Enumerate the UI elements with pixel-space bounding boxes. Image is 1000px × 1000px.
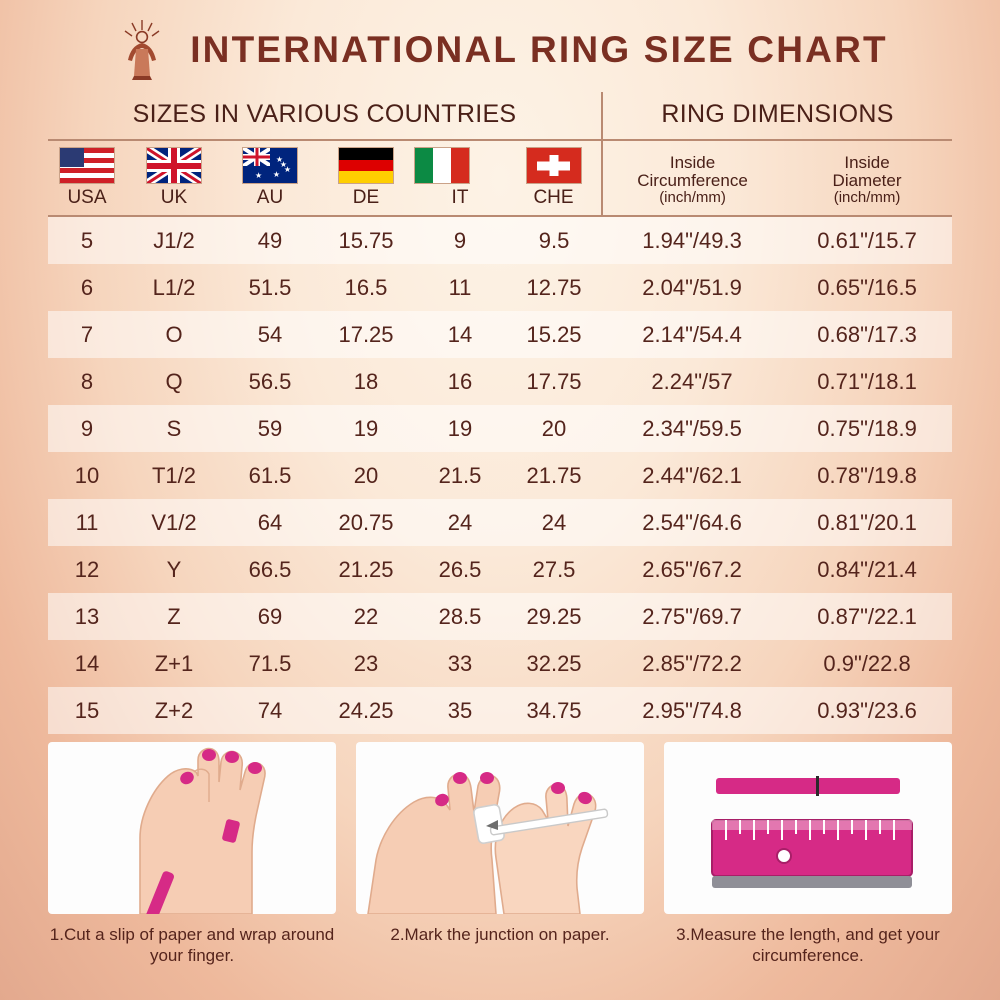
table-row (48, 405, 952, 452)
australia-flag-icon: ★ ★ ★ ★ ★ (242, 147, 298, 184)
cell-it: 14 (414, 311, 506, 358)
cell-diameter: 0.87"/22.1 (782, 593, 952, 640)
cell-it: 26.5 (438, 556, 482, 582)
cell-diameter: 0.75"/18.9 (782, 405, 952, 452)
cell-usa: 14 (74, 650, 100, 676)
hand-paper-strip-illustration (48, 742, 336, 914)
table-row (48, 358, 952, 405)
step-1 (48, 742, 336, 967)
column-header-de: DE (352, 187, 380, 208)
cell-che: 21.75 (526, 462, 582, 488)
cell-circumference: 2.95"/74.8 (602, 687, 782, 734)
table-row (48, 640, 952, 687)
cell-diameter: 0.61"/15.7 (782, 216, 952, 264)
table-row (48, 452, 952, 499)
cell-de: 19 (318, 405, 414, 452)
cell-it: 11 (448, 274, 472, 300)
cell-uk: Z+1 (154, 650, 194, 676)
cell-it: 9 (414, 216, 506, 264)
cell-de: 17.25 (318, 311, 414, 358)
cell-uk: S (126, 405, 222, 452)
cell-uk: J1/2 (126, 216, 222, 264)
cell-che: 20 (506, 405, 602, 452)
column-header-it: IT (451, 187, 469, 208)
step-1-caption: 1.Cut a slip of paper and wrap around your finger. (49, 925, 335, 966)
cell-circumference: 2.75"/69.7 (602, 593, 782, 640)
flag-cell-it (414, 140, 506, 186)
cell-che: 27.5 (532, 556, 576, 582)
cell-au: 54 (222, 311, 318, 358)
cell-usa: 8 (80, 368, 94, 394)
cell-usa: 11 (48, 499, 126, 546)
cell-it: 28.5 (414, 593, 506, 640)
cell-usa: 9 (48, 405, 126, 452)
cell-it: 19 (414, 405, 506, 452)
cell-it: 16 (447, 368, 473, 394)
cell-de: 15.75 (318, 216, 414, 264)
cell-usa: 7 (48, 311, 126, 358)
cell-de: 24.25 (318, 687, 414, 734)
size-table-wrapper (48, 92, 952, 734)
cell-circumference: 2.04"/51.9 (642, 274, 742, 300)
flag-cell-de (318, 140, 414, 186)
cell-au: 64 (222, 499, 318, 546)
cell-de: 22 (318, 593, 414, 640)
dimension-header-circumference: Inside Circumference (inch/mm) (637, 152, 748, 207)
cell-diameter: 0.81"/20.1 (782, 499, 952, 546)
table-row (48, 687, 952, 734)
group-header-countries: SIZES IN VARIOUS COUNTRIES (48, 92, 602, 140)
cell-circumference: 2.14"/54.4 (602, 311, 782, 358)
cell-che: 15.25 (506, 311, 602, 358)
cell-che: 29.25 (506, 593, 602, 640)
cell-usa: 5 (48, 216, 126, 264)
cell-au: 59 (222, 405, 318, 452)
table-flag-row (48, 140, 952, 186)
cell-circumference: 2.24"/57 (651, 368, 733, 394)
column-header-che: CHE (506, 186, 602, 215)
italy-flag-icon (414, 147, 470, 184)
cell-de: 18 (353, 368, 379, 394)
cell-circumference: 2.65"/67.2 (642, 556, 742, 582)
cell-diameter: 0.68"/17.3 (782, 311, 952, 358)
cell-usa: 10 (74, 462, 100, 488)
cell-de: 20 (353, 462, 379, 488)
cell-it: 35 (414, 687, 506, 734)
cell-it: 21.5 (438, 462, 482, 488)
column-header-au: AU (256, 187, 284, 208)
cell-de: 21.25 (338, 556, 394, 582)
cell-au: 74 (222, 687, 318, 734)
cell-diameter: 0.93"/23.6 (782, 687, 952, 734)
table-row (48, 311, 952, 358)
flag-cell-au (222, 140, 318, 186)
cell-uk: T1/2 (151, 462, 197, 488)
cell-usa: 15 (48, 687, 126, 734)
cell-uk: O (126, 311, 222, 358)
cell-circumference: 1.94"/49.3 (602, 216, 782, 264)
table-row (48, 264, 952, 311)
flag-cell-usa (48, 140, 126, 186)
cell-uk: Z+2 (126, 687, 222, 734)
cell-au: 69 (222, 593, 318, 640)
hand-pencil-mark-illustration (356, 742, 644, 914)
cell-au: 56.5 (248, 368, 292, 394)
table-row (48, 216, 952, 264)
cell-circumference: 2.54"/64.6 (602, 499, 782, 546)
cell-usa: 12 (74, 556, 100, 582)
step-2 (356, 742, 644, 967)
measure-steps (48, 742, 952, 967)
cell-uk: V1/2 (126, 499, 222, 546)
germany-flag-icon (338, 147, 394, 184)
uk-flag-icon (146, 147, 202, 184)
cell-au: 66.5 (248, 556, 292, 582)
table-row (48, 546, 952, 593)
cell-diameter: 0.71"/18.1 (817, 368, 917, 394)
cell-uk: L1/2 (152, 274, 196, 300)
page-header (0, 0, 1000, 86)
flag-cell-uk (126, 140, 222, 186)
cell-che: 32.25 (526, 650, 582, 676)
group-header-dimensions: RING DIMENSIONS (602, 92, 952, 140)
cell-che: 24 (506, 499, 602, 546)
cell-che: 34.75 (506, 687, 602, 734)
ring-size-table (48, 92, 952, 734)
cell-de: 16.5 (344, 274, 388, 300)
switzerland-flag-icon (526, 147, 582, 184)
ruler-measure-illustration (664, 742, 952, 914)
table-row (48, 593, 952, 640)
cell-it: 24 (414, 499, 506, 546)
cell-diameter: 0.65"/16.5 (817, 274, 917, 300)
step-3 (664, 742, 952, 967)
cell-au: 71.5 (248, 650, 292, 676)
angel-statue-icon (112, 18, 172, 82)
cell-uk: Z (126, 593, 222, 640)
cell-uk: Q (165, 368, 183, 394)
cell-usa: 6 (80, 274, 94, 300)
dimension-header-diameter: Inside Diameter (inch/mm) (832, 152, 902, 207)
usa-flag-icon (59, 147, 115, 184)
step-2-caption: 2.Mark the junction on paper. (390, 925, 610, 944)
cell-au: 61.5 (248, 462, 292, 488)
cell-circumference: 2.44"/62.1 (642, 462, 742, 488)
cell-de: 23 (353, 650, 379, 676)
cell-de: 20.75 (318, 499, 414, 546)
cell-diameter: 0.9"/22.8 (823, 650, 911, 676)
cell-che: 12.75 (526, 274, 582, 300)
column-header-uk: UK (160, 187, 188, 208)
table-body (48, 216, 952, 734)
cell-circumference: 2.34"/59.5 (602, 405, 782, 452)
step-3-caption: 3.Measure the length, and get your circumference. (676, 925, 940, 966)
cell-circumference: 2.85"/72.2 (642, 650, 742, 676)
flag-cell-che (506, 140, 602, 186)
cell-it: 33 (447, 650, 473, 676)
cell-au: 51.5 (248, 274, 292, 300)
cell-che: 9.5 (506, 216, 602, 264)
cell-au: 49 (222, 216, 318, 264)
page-title: INTERNATIONAL RING SIZE CHART (190, 29, 888, 70)
table-group-header-row (48, 92, 952, 140)
cell-che: 17.75 (526, 368, 582, 394)
column-header-usa: USA (67, 187, 107, 208)
cell-diameter: 0.84"/21.4 (817, 556, 917, 582)
cell-usa: 13 (48, 593, 126, 640)
cell-uk: Y (166, 556, 182, 582)
cell-diameter: 0.78"/19.8 (817, 462, 917, 488)
table-row (48, 499, 952, 546)
